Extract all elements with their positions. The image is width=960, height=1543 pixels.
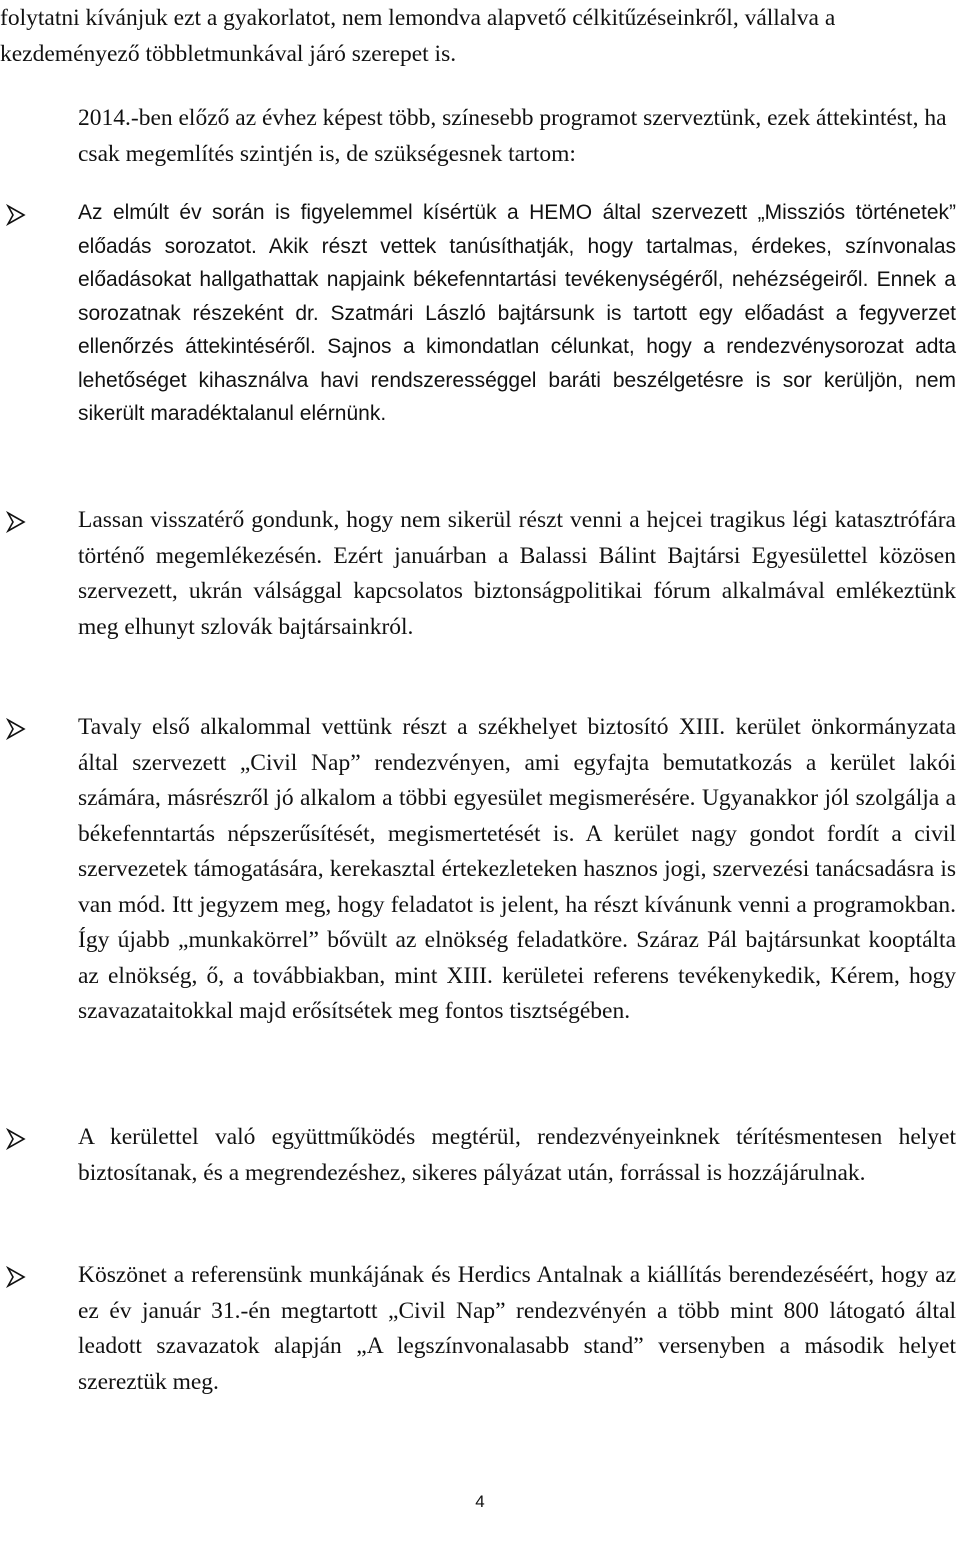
- bullet-item-civil-nap: [0, 710, 956, 1030]
- bullet-item-cooperation: [0, 1120, 956, 1191]
- bullet-text: A kerülettel való együttműködés megtérül, rendezvényeinknek térítésmentesen helyet biztosítanak, és a megrendezéshez, sikeres pályázat után, forrással is hozzájárulnak.: [78, 1124, 956, 1186]
- bullet-text: Lassan visszatérő gondunk, hogy nem sikerül részt venni a hejcei tragikus légi katasztrófára történő megemlékezésén. Ezért januárban a Balassi Bálint Bajtársi Egyesülettel közösen szervezett, ukrán válsággal kapcsolatos biztonságpolitikai fórum alkalmával emlékeztünk meg elhunyt szlovák bajtársainkról.: [78, 507, 956, 640]
- page-number: 4: [475, 1492, 485, 1511]
- arrowhead-bullet-icon: [0, 710, 40, 746]
- intro-paragraph: folytatni kívánjuk ezt a gyakorlatot, nem lemondva alapvető célkitűzéseinkről, vállalva a kezdeményező többletmunkával járó szerepet is.: [0, 5, 836, 67]
- arrowhead-bullet-icon: [0, 503, 40, 539]
- bullet-item-hejce: [0, 503, 956, 645]
- lead-paragraph: [0, 100, 956, 172]
- bullet-text: Tavaly első alkalommal vettünk részt a székhelyet biztosító XIII. kerület önkormányzata által szervezett „Civil Nap” rendezvényen, ami egyfajta bemutatkozás a kerület lakói számára, másrészről jó alkalom a többi egyesület megismerésére. Ugyanakkor jól szolgálja a békefenntartás népszerűsítését, megismertetését is. A kerület nagy gondot fordít a civil szervezetek támogatására, kerekasztal értekezleteken hasznos jogi, szervezési tanácsadásra is van mód. Itt jegyzem meg, hogy feladatot is jelent, ha részt kívánunk venni a programokban. Így újabb „munkakörrel” bővült az elnökség feladatköre. Száraz Pál bajtársunkat kooptálta az elnökség, ő, a továbbiakban, mint XIII. kerületei referens tevékenykedik, Kérem, hogy szavazataitokkal majd erősítsétek meg fontos tisztségében.: [78, 714, 956, 1024]
- bullet-text: Köszönet a referensünk munkájának és Herdics Antalnak a kiállítás berendezéséért, hogy az ez év január 31.-én megtartott „Civil Nap” rendezvényén a több mint 800 látogató által leadott szavazatok alapján „A legszínvonalasabb stand” versenyben a második helyet szereztük meg.: [78, 1262, 956, 1395]
- bullet-item-thanks: [0, 1258, 956, 1400]
- bullet-item-hemo: [0, 196, 956, 431]
- arrowhead-bullet-icon: [0, 196, 40, 232]
- lead-text: 2014.-ben előző az évhez képest több, színesebb programot szerveztünk, ezek áttekintést, ha csak megemlítés szintjén is, de szükségesnek tartom:: [78, 105, 947, 167]
- arrowhead-bullet-icon: [0, 1258, 40, 1294]
- bullet-text: Az elmúlt év során is figyelemmel kísértük a HEMO által szervezett „Missziós történetek” előadás sorozatot. Akik részt vettek tanúsíthatják, hogy tartalmas, érdekes, színvonalas előadásokat hallgathattak napjaink békefenntartási tevékenységéről, nehézségeiről. Ennek a sorozatnak részeként dr. Szatmári László bajtársunk is tartott egy előadást a fegyverzet ellenőrzés áttekintéséről. Sajnos a kimondatlan célunkat, hogy a rendezvénysorozat adta lehetőséget kihasználva havi rendszerességgel baráti beszélgetésre is sor kerüljön, nem sikerült maradéktalanul elérnünk.: [78, 201, 956, 425]
- arrowhead-bullet-icon: [0, 1120, 40, 1156]
